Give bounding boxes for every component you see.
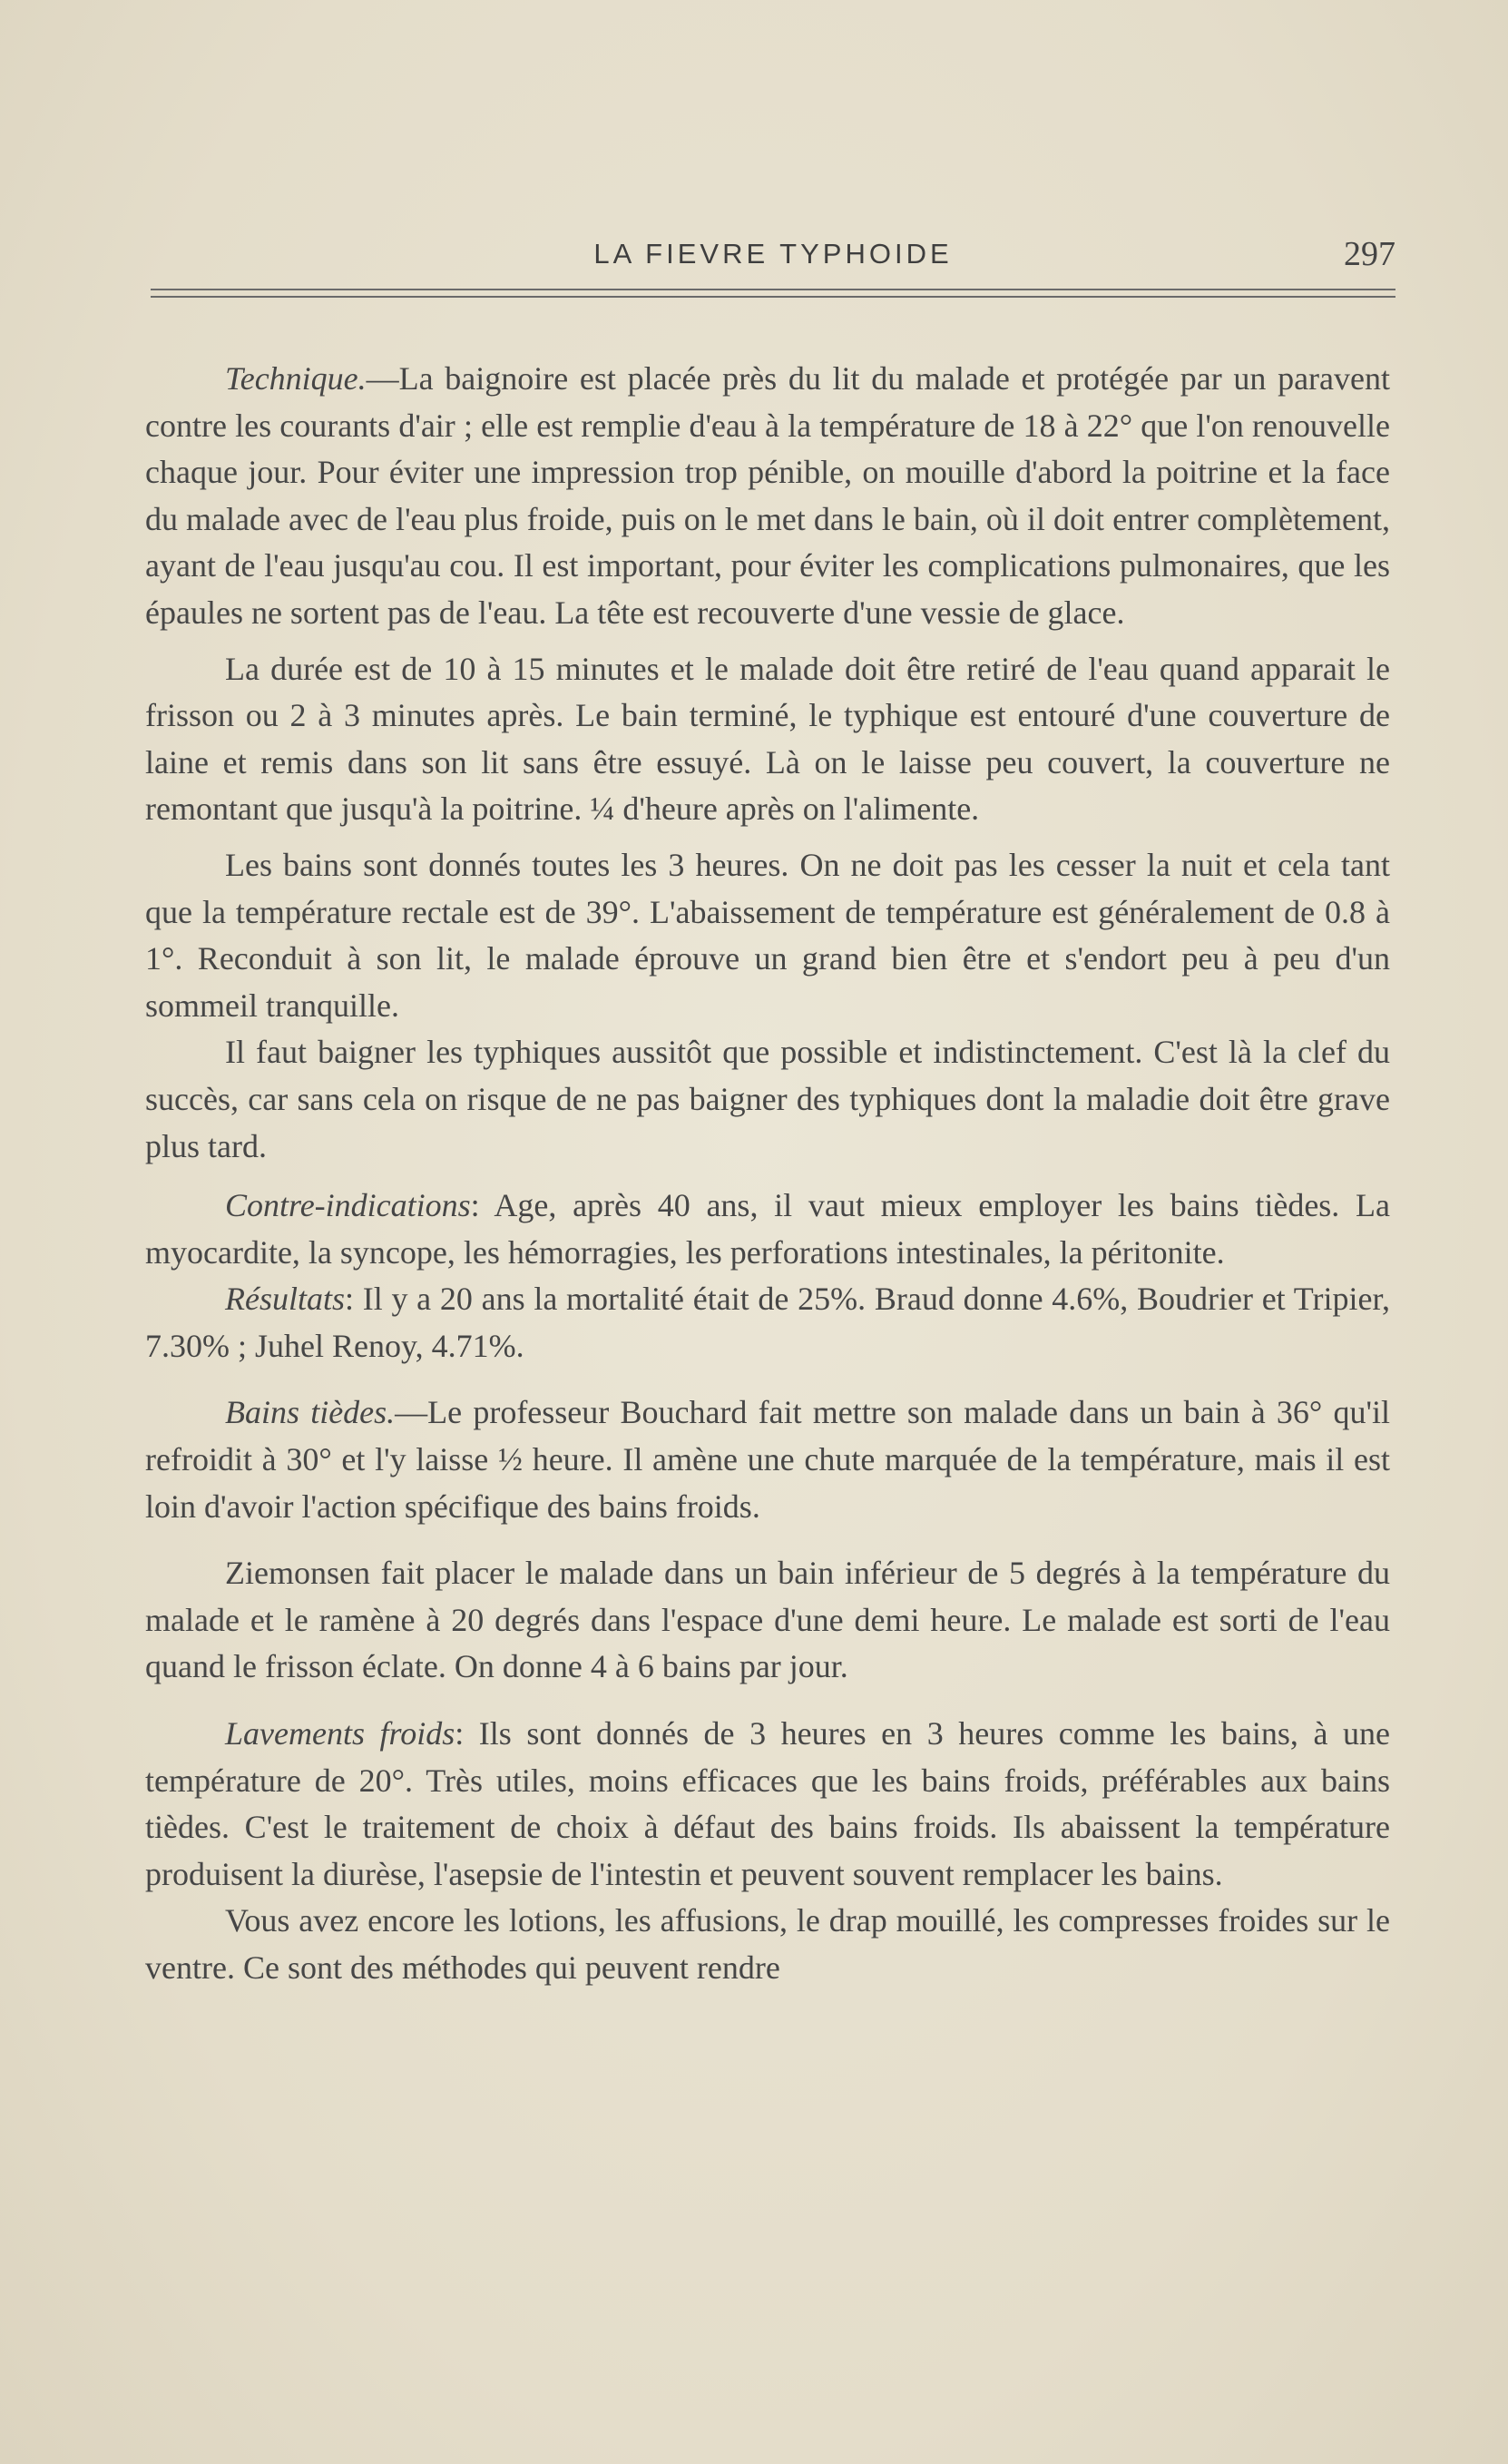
- paragraph-lead: Bains tièdes.: [225, 1394, 396, 1431]
- paragraph-lavements-froids: [145, 1711, 1390, 1898]
- page-header: [151, 234, 1395, 280]
- header-rule-top: [151, 289, 1395, 290]
- body-text: [145, 356, 1390, 1992]
- paragraph-technique: [145, 356, 1390, 637]
- paragraph-lead: Technique.: [225, 360, 367, 397]
- paragraph-lead: Lavements froids: [225, 1715, 455, 1752]
- paragraph-lotions: [145, 1898, 1390, 1991]
- paragraph-text: : Ils sont donnés de 3 heures en 3 heures comme les bains, à une température de 20°. Très utiles, moins efficaces que les bains froids, préférables aux bains tièdes. C'est le traitement de choix à défaut des bains froids. Ils abaissent la température produisent la diurèse, l'asepsie de l'intestin et peuvent souvent remplacer les bains.: [145, 1715, 1390, 1892]
- paragraph-resultats: [145, 1276, 1390, 1369]
- paragraph-baigner: [145, 1029, 1390, 1170]
- paragraph-lead: Contre-indications: [225, 1187, 471, 1224]
- paragraph-lead: Résultats: [225, 1281, 345, 1318]
- paragraph-contre-indications: [145, 1183, 1390, 1276]
- paragraph-text: La durée est de 10 à 15 minutes et le malade doit être retiré de l'eau quand apparait le frisson ou 2 à 3 minutes après. Le bain terminé, le typhique est entouré d'une couverture de laine et remis dans son lit sans être essuyé. Là on le laisse peu couvert, la couverture ne remontant que jusqu'à la poitrine. ¼ d'heure après on l'alimente.: [145, 650, 1390, 828]
- running-head: LA FIEVRE TYPHOIDE: [593, 238, 953, 270]
- paragraph-bains-tiedes: [145, 1389, 1390, 1530]
- paragraph-text: Vous avez encore les lotions, les affusions, le drap mouillé, les compresses froides sur le ventre. Ce sont des méthodes qui peuvent rendre: [145, 1902, 1390, 1986]
- paragraph-text: Ziemonsen fait placer le malade dans un bain inférieur de 5 degrés à la température du malade et le ramène à 20 degrés dans l'espace d'une demi heure. Le malade est sorti de l'eau quand le frisson éclate. On donne 4 à 6 bains par jour.: [145, 1555, 1390, 1685]
- paragraph-text: Il faut baigner les typhiques aussitôt que possible et indistinctement. C'est là la clef du succès, car sans cela on risque de ne pas baigner des typhiques dont la maladie doit être grave plus tard.: [145, 1034, 1390, 1164]
- paragraph-text: —La baignoire est placée près du lit du malade et protégée par un paravent contre les courants d'air ; elle est remplie d'eau à la température de 18 à 22° que l'on renouvelle chaque jour. Pour éviter une impression trop pénible, on mouille d'abord la poitrine et la face du malade avec de l'eau plus froide, puis on le met dans le bain, où il doit entrer complètement, ayant de l'eau jusqu'au cou. Il est important, pour éviter les complications pulmonaires, que les épaules ne sortent pas de l'eau. La tête est recouverte d'une vessie de glace.: [145, 360, 1390, 631]
- header-rule-bottom: [151, 296, 1395, 298]
- paragraph-ziemonsen: [145, 1550, 1390, 1691]
- paragraph-text: —Le professeur Bouchard fait mettre son malade dans un bain à 36° qu'il refroidit à 30° et l'y laisse ½ heure. Il amène une chute marquée de la température, mais il est loin d'avoir l'action spécifique des bains froids.: [145, 1394, 1390, 1525]
- paragraph-text: Les bains sont donnés toutes les 3 heures. On ne doit pas les cesser la nuit et cela tant que la température rectale est de 39°. L'abaissement de température est généralement de 0.8 à 1°. Reconduit à son lit, le malade éprouve un grand bien être et s'endort peu à peu d'un sommeil tranquille.: [145, 846, 1390, 1024]
- paragraph-text: : Il y a 20 ans la mortalité était de 25%. Braud donne 4.6%, Boudrier et Tripier, 7.30% ; Juhel Renoy, 4.71%.: [145, 1281, 1390, 1364]
- paragraph-duree: [145, 646, 1390, 833]
- paragraph-text: : Age, après 40 ans, il vaut mieux employer les bains tièdes. La myocardite, la syncope, les hémorragies, les perforations intestinales, la péritonite.: [145, 1187, 1390, 1271]
- page-number: 297: [1344, 235, 1395, 273]
- paragraph-bains-heures: [145, 842, 1390, 1029]
